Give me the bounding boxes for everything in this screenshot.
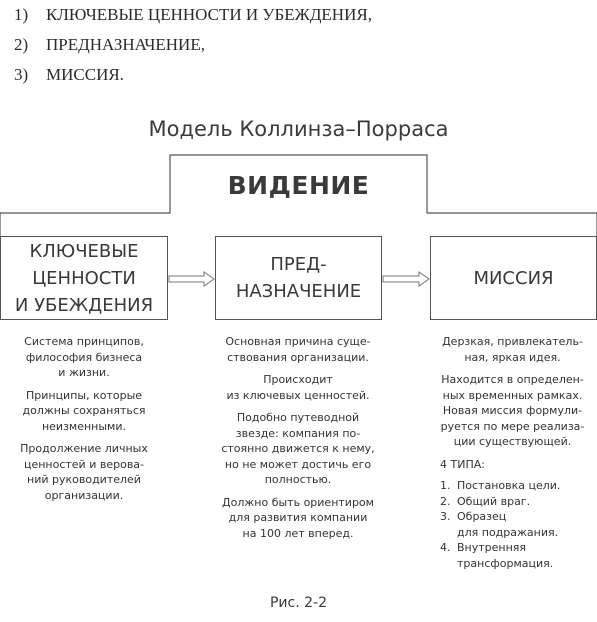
mission-type-text: Постановка цели. [457,479,561,492]
mission-type-text: Общий враг. [457,494,531,508]
diagram-title: Модель Коллинза–Порраса [148,117,449,141]
purpose-description [212,334,384,548]
mission-type-item [440,509,597,540]
description-paragraph: Находится в определен- ных временных рамках. Новая миссия формули- руется по мере реализа- ции существующей. [440,373,585,448]
intro-list-text: КЛЮЧЕВЫЕ ЦЕННОСТИ И УБЕЖДЕНИЯ, [46,5,372,24]
box-purpose-label: ПРЕД- НАЗНАЧЕНИЕ [235,254,362,302]
mission-type-number: 2. [440,494,451,508]
description-paragraph: Продолжение личных ценностей и верова- ний руководителей организации. [20,442,148,502]
description-paragraph: Принципы, которые должны сохраняться неизменными. [22,388,146,433]
core-values-description [0,334,168,510]
box-mission-label: МИССИЯ [473,267,554,289]
figure-caption: Рис. 2-2 [269,595,327,611]
intro-list-text: ПРЕДНАЗНАЧЕНИЕ, [46,35,205,54]
intro-list-number: 2) [14,35,29,54]
description-paragraph: Происходит из ключевых ценностей. [226,373,370,402]
box-purpose [215,236,382,320]
vision-label: ВИДЕНИЕ [227,171,370,200]
description-paragraph: Должно быть ориентиром для развития компании на 100 лет вперед. [222,495,374,540]
intro-list-number: 3) [14,65,29,84]
description-paragraph: Система принципов, философия бизнеса и жизни. [24,335,144,379]
mission-types-heading: 4 ТИПА: [440,457,485,471]
box-core-values-label: КЛЮЧЕВЫЕ ЦЕННОСТИ И УБЕЖДЕНИЯ [14,240,154,316]
description-paragraph: Дерзкая, привлекатель- ная, яркая идея. [442,335,583,364]
mission-types-list [440,478,597,571]
description-paragraph: Основная причина суще- ствования организации. [225,335,371,364]
arrow-purpose-to-mission [383,272,429,286]
description-paragraph: Подобно путеводной звезде: компания по- стоянно движется к нему, но не может достичь его полностью. [221,411,375,486]
box-mission [430,236,597,320]
mission-type-text: Внутренняя трансформация. [457,541,554,570]
mission-type-text: Образец для подражания. [457,510,559,539]
arrow-values-to-purpose [169,272,214,286]
mission-type-item [440,478,597,494]
mission-type-number: 4. [440,541,451,554]
box-core-values [0,236,168,320]
mission-types [428,457,597,572]
intro-list-number: 1) [14,5,29,24]
mission-description [428,334,597,571]
mission-type-number: 3. [440,510,451,523]
intro-list-text: МИССИЯ. [46,65,124,84]
mission-type-item [440,540,597,571]
mission-type-item [440,494,597,510]
mission-type-number: 1. [440,479,451,492]
